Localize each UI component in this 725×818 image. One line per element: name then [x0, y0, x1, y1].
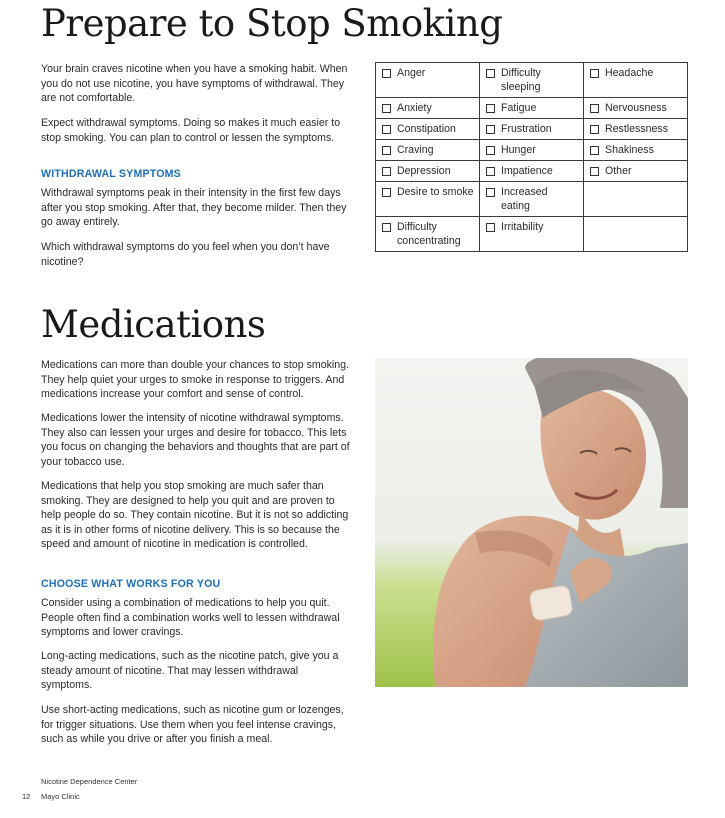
checkbox[interactable] — [382, 146, 391, 155]
medications-paragraph-1: Medications can more than double your chances to stop smoking. They help quiet your urges to smoke in response to triggers. And medications increase your comfort and sense of control. — [41, 359, 349, 400]
symptom-item[interactable] — [382, 185, 475, 199]
short-acting-paragraph: Use short-acting medications, such as nicotine gum or lozenges, for trigger situations. Use them when you feel intense cravings, such as while you drive or after you finish a meal. — [41, 704, 344, 745]
checkbox[interactable] — [382, 69, 391, 78]
symptom-label: Anxiety — [397, 102, 432, 114]
symptom-item[interactable] — [486, 122, 579, 136]
symptom-item[interactable] — [382, 164, 475, 178]
symptom-label: Difficulty concentrating — [397, 221, 461, 247]
symptom-cell — [376, 217, 480, 252]
symptom-cell — [376, 98, 480, 119]
symptom-item[interactable] — [590, 122, 683, 136]
checkbox[interactable] — [382, 125, 391, 134]
symptom-label: Irritability — [501, 221, 544, 233]
symptom-label: Headache — [605, 67, 654, 79]
symptom-label: Impatience — [501, 165, 553, 177]
symptom-item[interactable] — [382, 143, 475, 157]
symptom-label: Restlessness — [605, 123, 668, 135]
symptom-row — [376, 161, 688, 182]
symptom-item[interactable] — [486, 66, 579, 94]
checkbox[interactable] — [382, 223, 391, 232]
symptom-cell — [376, 161, 480, 182]
long-acting-paragraph: Long-acting medications, such as the nicotine patch, give you a steady amount of nicotine. That may lessen withdrawal symptoms. — [41, 650, 339, 691]
symptom-cell — [376, 119, 480, 140]
symptom-cell — [480, 119, 584, 140]
symptom-item[interactable] — [486, 164, 579, 178]
symptom-cell — [584, 119, 688, 140]
symptom-label: Craving — [397, 144, 434, 156]
symptom-label: Increased eating — [501, 186, 548, 212]
intro-paragraph: Your brain craves nicotine when you have a smoking habit. When you do not use nicotine, you have symptoms of withdrawal. They are not comfortable. — [41, 63, 348, 104]
checkbox[interactable] — [590, 146, 599, 155]
expect-paragraph: Expect withdrawal symptoms. Doing so makes it much easier to stop smoking. You can plan to control or lessen the symptoms. — [41, 117, 341, 144]
checkbox[interactable] — [590, 167, 599, 176]
checkbox[interactable] — [382, 104, 391, 113]
symptom-item[interactable] — [486, 101, 579, 115]
symptom-item[interactable] — [590, 66, 683, 80]
medications-paragraph-3: Medications that help you stop smoking are much safer than smoking. They are designed to help you quit and are proven to help people do so. They contain nicotine. But it is not so addicting as it is in other forms of nicotine delivery. This is so because the speed and amount of nicotine in medication is controlled. — [41, 480, 349, 550]
symptom-cell — [376, 63, 480, 98]
footer-page-number: 12 — [22, 792, 31, 801]
symptom-item[interactable] — [486, 220, 579, 234]
symptom-label: Other — [605, 165, 632, 177]
symptom-item[interactable] — [590, 143, 683, 157]
symptom-cell — [480, 182, 584, 217]
checkbox[interactable] — [486, 167, 495, 176]
symptom-cell — [480, 217, 584, 252]
symptom-row — [376, 182, 688, 217]
checkbox[interactable] — [590, 69, 599, 78]
symptom-label: Shakiness — [605, 144, 654, 156]
symptom-cell — [584, 161, 688, 182]
symptom-label: Frustration — [501, 123, 552, 135]
symptom-label: Hunger — [501, 144, 536, 156]
woman-applying-patch-photo — [375, 358, 688, 687]
symptom-label: Nervousness — [605, 102, 667, 114]
checkbox[interactable] — [590, 125, 599, 134]
section-title-medications: Medications — [41, 303, 266, 346]
footer-organization: Mayo Clinic — [41, 792, 80, 801]
checkbox[interactable] — [486, 104, 495, 113]
symptom-item[interactable] — [382, 101, 475, 115]
symptom-label: Constipation — [397, 123, 456, 135]
symptom-item[interactable] — [382, 122, 475, 136]
symptom-label: Difficulty sleeping — [501, 67, 541, 93]
medications-paragraph-2: Medications lower the intensity of nicotine withdrawal symptoms. They also can lessen your urges and desire for tobacco. This lets you focus on changing the behaviors and thoughts that are part of your tobacco use. — [41, 412, 350, 468]
symptom-cell — [480, 63, 584, 98]
checkbox[interactable] — [486, 223, 495, 232]
checkbox[interactable] — [382, 167, 391, 176]
symptom-item[interactable] — [486, 143, 579, 157]
withdrawal-subhead: WITHDRAWAL SYMPTOMS — [41, 168, 181, 180]
checkbox[interactable] — [486, 125, 495, 134]
symptom-label: Desire to smoke — [397, 186, 474, 198]
symptoms-checklist-table — [375, 62, 688, 252]
symptom-cell — [584, 182, 688, 217]
symptom-cell — [584, 98, 688, 119]
symptom-cell — [480, 98, 584, 119]
symptom-label: Fatigue — [501, 102, 537, 114]
choose-subhead: CHOOSE WHAT WORKS FOR YOU — [41, 578, 221, 590]
symptom-row — [376, 217, 688, 252]
symptom-label: Depression — [397, 165, 451, 177]
symptom-cell — [584, 63, 688, 98]
symptom-row — [376, 140, 688, 161]
checkbox[interactable] — [486, 188, 495, 197]
checkbox[interactable] — [382, 188, 391, 197]
footer-center-name: Nicotine Dependence Center — [41, 777, 138, 786]
symptom-cell — [376, 182, 480, 217]
symptom-row — [376, 63, 688, 98]
symptom-cell — [480, 161, 584, 182]
symptom-item[interactable] — [486, 185, 579, 213]
symptom-item[interactable] — [382, 66, 475, 80]
symptom-cell — [584, 217, 688, 252]
symptom-row — [376, 98, 688, 119]
withdrawal-paragraph: Withdrawal symptoms peak in their intensity in the first few days after you stop smoking. After that, they become milder. Then they go away entirely. — [41, 187, 347, 228]
symptom-row — [376, 119, 688, 140]
symptom-item[interactable] — [382, 220, 475, 248]
symptom-item[interactable] — [590, 101, 683, 115]
symptom-cell — [376, 140, 480, 161]
symptom-item[interactable] — [590, 164, 683, 178]
combination-paragraph: Consider using a combination of medications to help you quit. People often find a combination works well to lessen withdrawal symptoms and lower cravings. — [41, 597, 340, 638]
symptom-cell — [584, 140, 688, 161]
checkbox[interactable] — [590, 104, 599, 113]
checkbox[interactable] — [486, 146, 495, 155]
section-title-prepare: Prepare to Stop Smoking — [41, 2, 503, 45]
checkbox[interactable] — [486, 69, 495, 78]
question-paragraph: Which withdrawal symptoms do you feel when you don’t have nicotine? — [41, 241, 330, 268]
symptom-cell — [480, 140, 584, 161]
symptom-label: Anger — [397, 67, 426, 79]
